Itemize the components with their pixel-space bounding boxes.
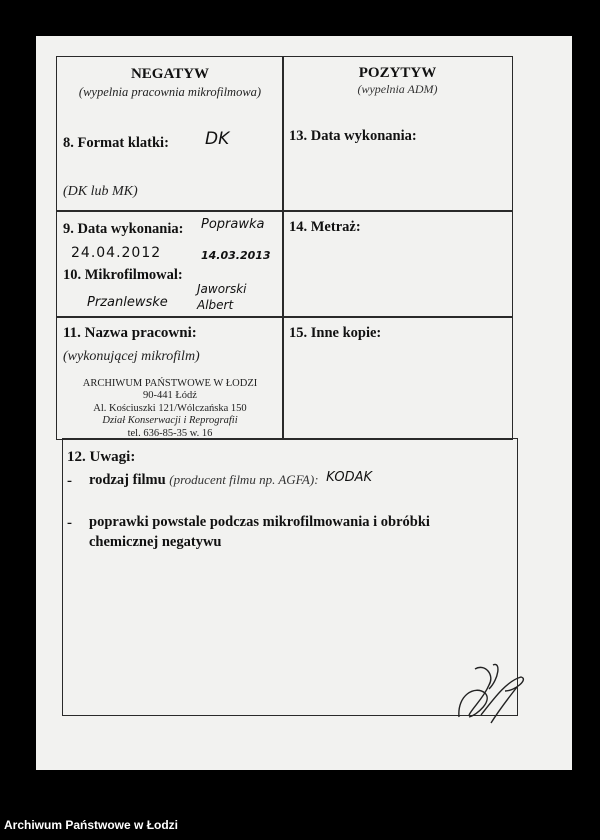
field-14-label: 14. Metraż: xyxy=(289,219,361,235)
negatyw-title: NEGATYW xyxy=(130,66,210,82)
field-12-cell xyxy=(62,438,518,716)
pozytyw-subtitle: (wypelnia ADM) xyxy=(357,82,438,96)
stamp-line-2: 90-441 Łódź xyxy=(143,390,197,401)
field-10-value: Przanlewske xyxy=(87,295,168,310)
field-12-label: 12. Uwagi: xyxy=(67,449,136,465)
field-14-cell xyxy=(282,210,513,318)
uwagi-item-2-line-1: poprawki powstale podczas mikrofilmowania i obróbki xyxy=(89,514,430,530)
field-11-label: 11. Nazwa pracowni: xyxy=(63,325,197,341)
field-8-label: 8. Format klatki: xyxy=(63,135,169,151)
bullet-2: - xyxy=(67,515,72,531)
workshop-stamp xyxy=(57,377,283,441)
signature-icon xyxy=(455,655,530,730)
stamp-line-3: Al. Kościuszki 121/Wólczańska 150 xyxy=(93,403,247,414)
field-10-value-2: Jaworski Albert xyxy=(197,282,247,312)
archive-watermark: Archiwum Państwowe w Łodzi xyxy=(4,818,179,832)
field-8-hint: (DK lub MK) xyxy=(63,184,138,199)
negatyw-subtitle: (wypelnia pracownia mikrofilmowa) xyxy=(78,85,262,99)
film-type-hint: (producent filmu np. AGFA): xyxy=(169,472,319,487)
field-9-note-date: 14.03.2013 xyxy=(201,249,271,262)
field-11-hint: (wykonującej mikrofilm) xyxy=(63,349,200,364)
stamp-line-4: Dział Konserwacji i Reprografii xyxy=(102,415,238,426)
field-9-label: 9. Data wykonania: xyxy=(63,221,184,237)
uwagi-item-1 xyxy=(89,472,372,489)
film-type-value: KODAK xyxy=(326,470,372,485)
field-13-label: 13. Data wykonania: xyxy=(289,128,417,144)
field-15-label: 15. Inne kopie: xyxy=(289,325,382,341)
field-11-cell xyxy=(56,316,284,440)
pozytyw-title: POZYTYW xyxy=(358,65,437,81)
pozytyw-header-cell xyxy=(282,56,513,212)
field-9-note: Poprawka xyxy=(201,217,265,232)
field-8-value: DK xyxy=(205,129,230,149)
bullet-1: - xyxy=(67,473,72,489)
uwagi-item-2-line-2: chemicznej negatywu xyxy=(89,534,222,550)
field-9-10-cell xyxy=(56,210,284,318)
stamp-line-1: ARCHIWUM PAŃSTWOWE W ŁODZI xyxy=(82,378,258,389)
film-type-label: rodzaj filmu xyxy=(89,472,166,488)
stamp-line-5: tel. 636-85-35 w. 16 xyxy=(127,428,213,439)
field-15-cell xyxy=(282,316,513,440)
negatyw-header-cell xyxy=(56,56,284,212)
field-10-label: 10. Mikrofilmowal: xyxy=(63,267,183,283)
field-9-value: 24.04.2012 xyxy=(71,245,162,261)
